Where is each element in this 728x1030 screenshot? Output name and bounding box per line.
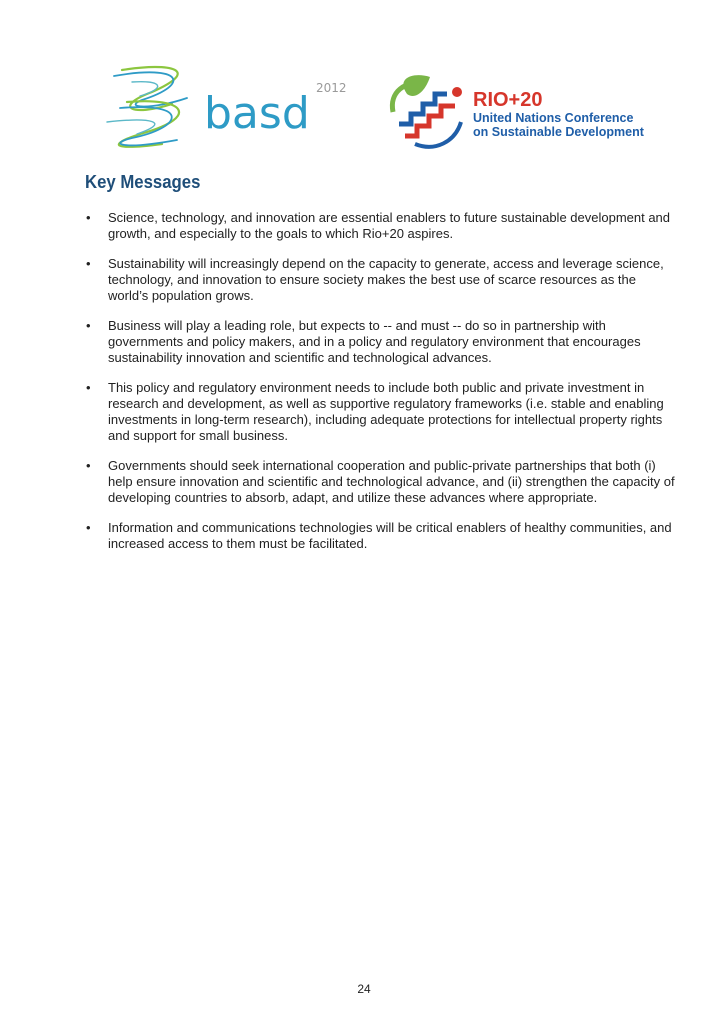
basd-year: 2012 [316,81,347,95]
list-item [85,210,675,242]
bullet-icon: • [86,256,91,271]
rio20-title: RIO+20 [473,89,543,111]
list-item-text: Business will play a leading role, but expects to -- and must -- do so in partnership with governments and policy makers, and in a policy and regulatory environment that encourages sustainability innovation and scientific and technological advances. [108,318,641,365]
rio20-line1: United Nations Conference [473,111,634,125]
list-item-text: This policy and regulatory environment needs to include both public and private investment in research and development, as well as supportive regulatory frameworks (i.e. stable and enabling investments in long-term research), including adequate protections for intellectual property rights and support for small business. [108,380,664,443]
list-item [85,458,675,506]
list-item-text: Information and communications technologies will be critical enablers of healthy communities, and increased access to them must be facilitated. [108,520,672,551]
list-item [85,318,675,366]
bullet-icon: • [86,318,91,333]
bullet-icon: • [86,380,91,395]
list-item [85,520,675,552]
page-number: 24 [357,982,371,996]
basd-wordmark: basd [204,88,310,139]
list-item [85,380,675,444]
key-messages-list [85,210,675,566]
list-item-text: Sustainability will increasingly depend on the capacity to generate, access and leverage science, technology, and innovation to ensure society makes the best use of scarce resources as the world’s population grows. [108,256,664,303]
rio20-logo [385,72,655,152]
list-item-text: Governments should seek international cooperation and public-private partnerships that both (i) help ensure innovation and scientific and technological advance, and (ii) strengthen the capacity of developing countries to absorb, adapt, and utilize these advances where appropriate. [108,458,675,505]
bullet-icon: • [86,458,91,473]
basd-logo [92,62,352,152]
list-item [85,256,675,304]
list-item-text: Science, technology, and innovation are essential enablers to future sustainable development and growth, and especially to the goals to which Rio+20 aspires. [108,210,671,241]
bullet-icon: • [86,520,91,535]
bullet-icon: • [86,210,91,225]
section-heading: Key Messages [85,172,201,192]
rio20-line2: on Sustainable Development [473,125,644,139]
